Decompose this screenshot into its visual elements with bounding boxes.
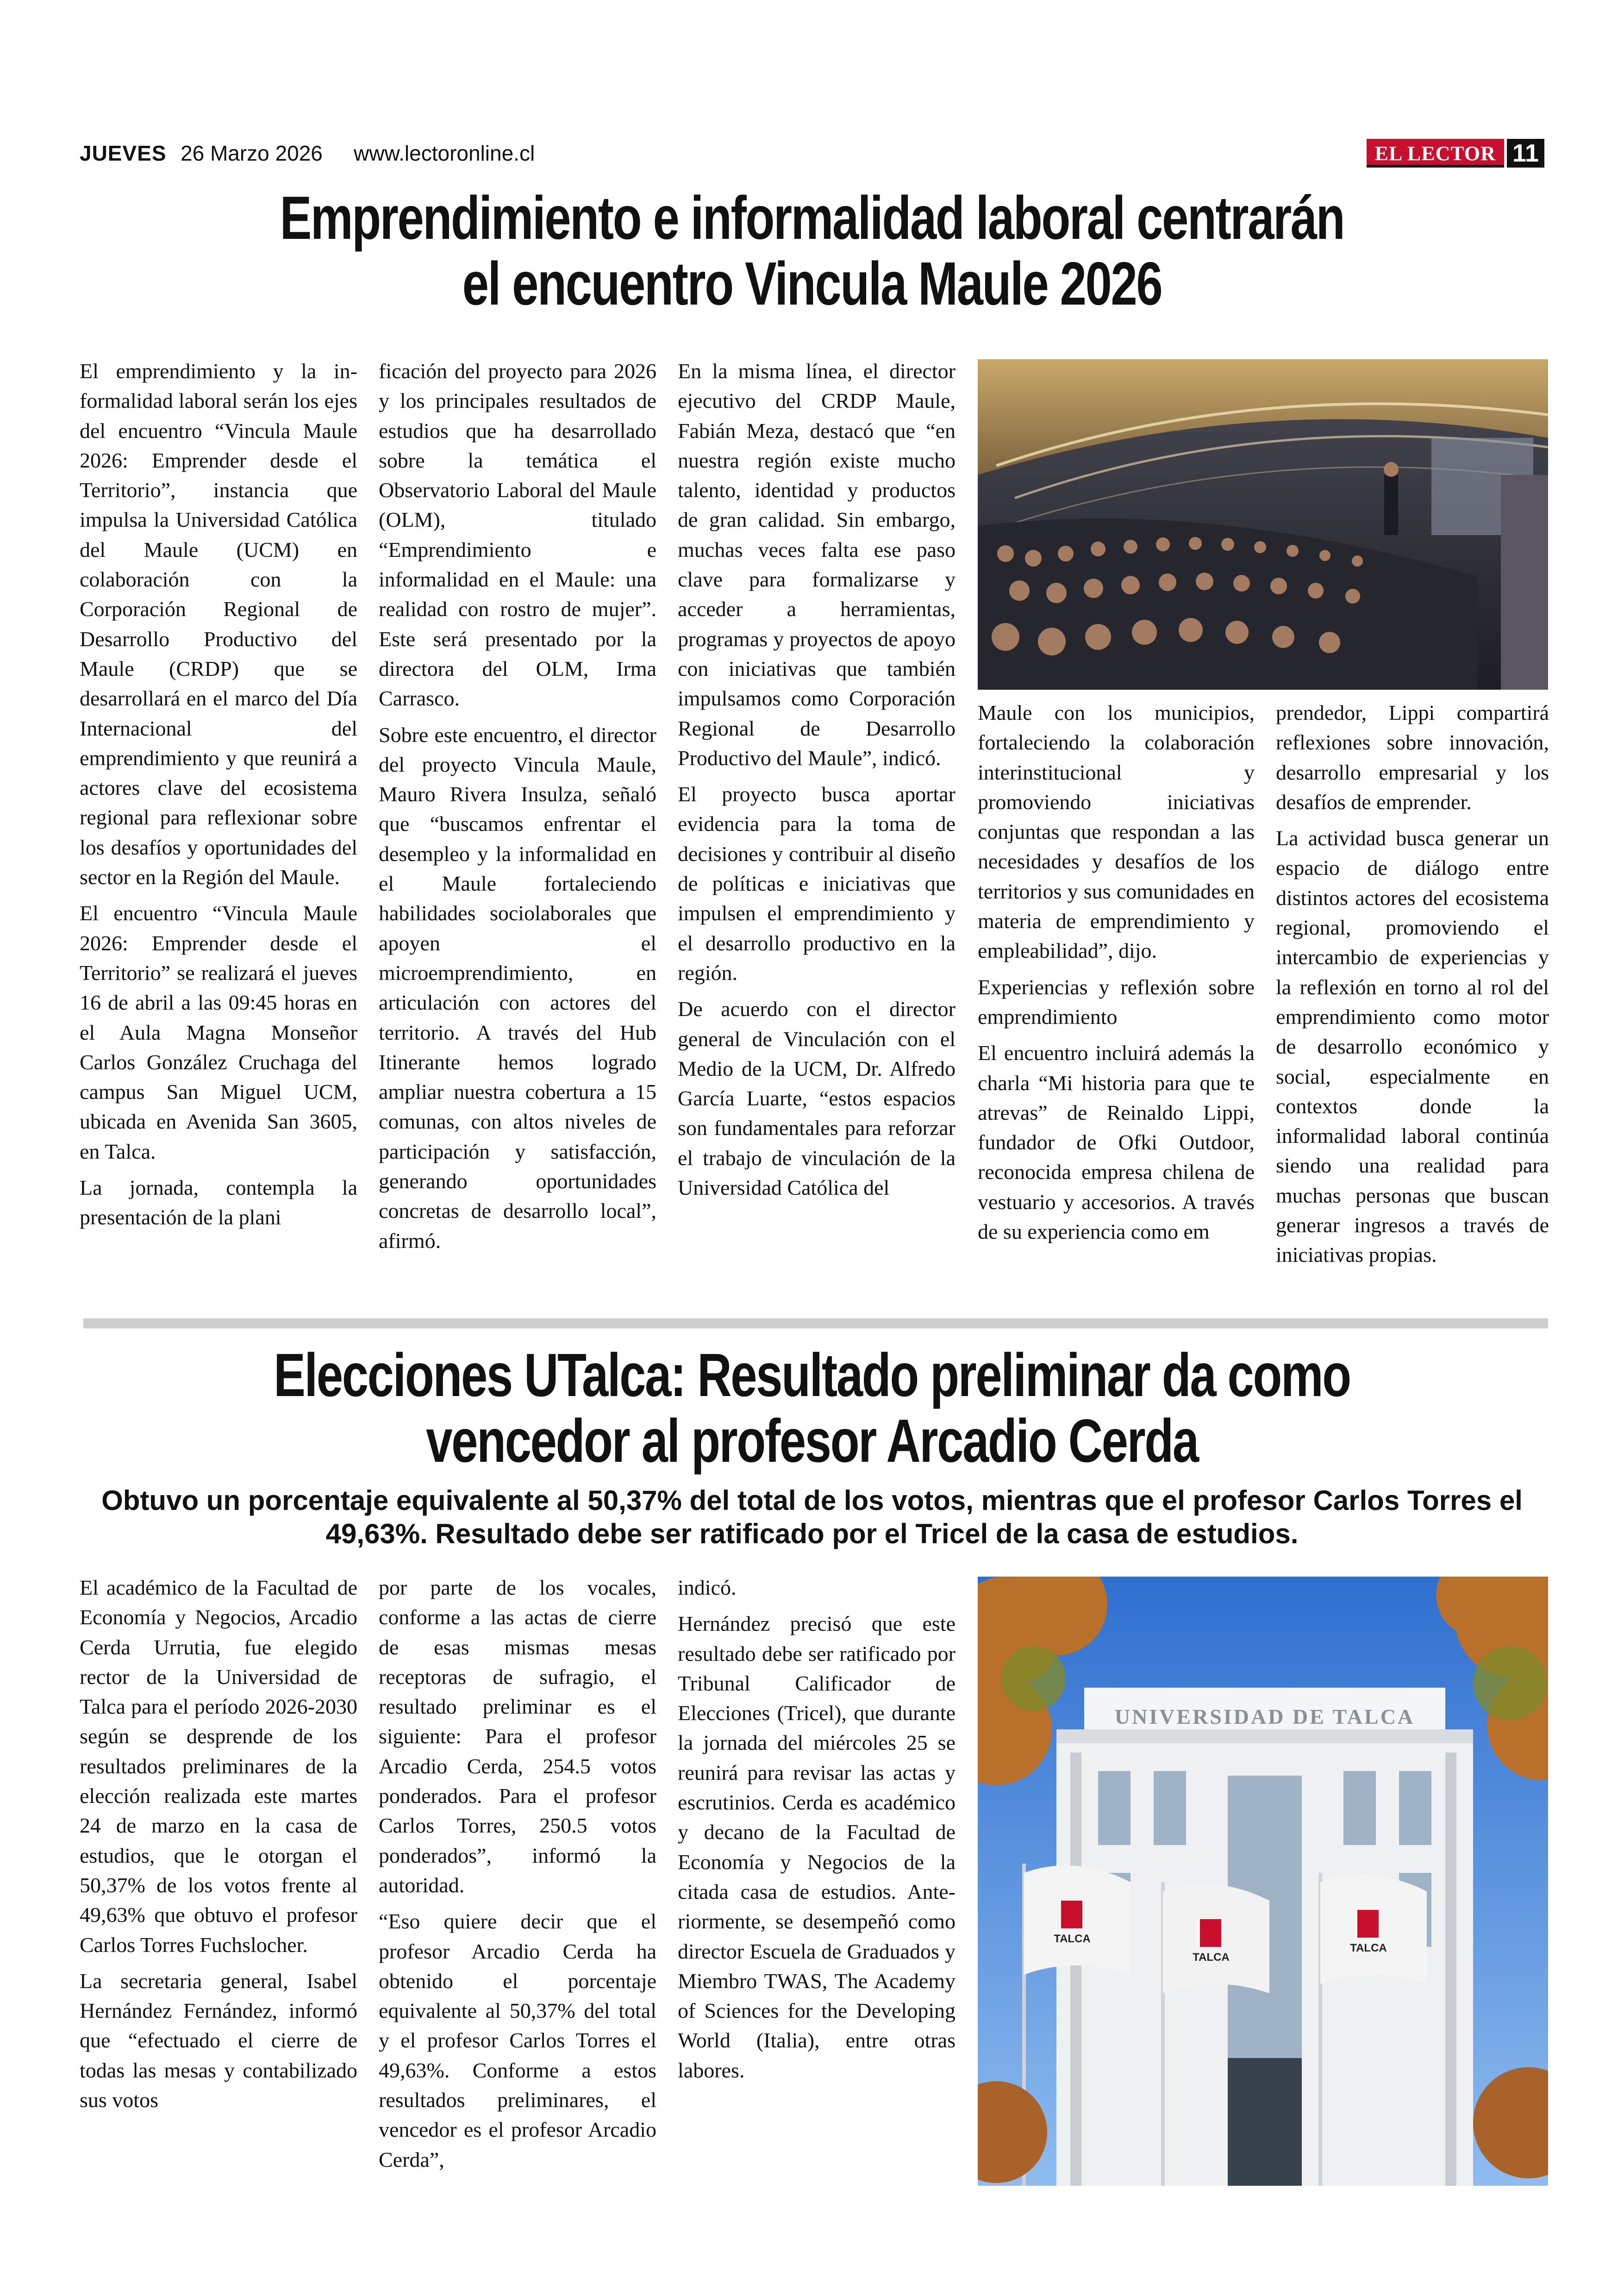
article1-headline-line2: el encuentro Vincula Maule 2026 xyxy=(462,249,1162,318)
article2-headline-line1: Elecciones UTalca: Resultado preliminar da como xyxy=(274,1341,1350,1409)
folio-date: 26 Marzo 2026 xyxy=(181,141,323,165)
article-divider xyxy=(83,1318,1548,1328)
article2-headline-line2: vencedor al profesor Arcadio Cerda xyxy=(426,1407,1198,1475)
folio-day: JUEVES xyxy=(80,141,167,165)
article1-column-1 xyxy=(80,356,357,1239)
paragraph: El proyecto busca aportar evidencia para la toma de decisiones y contribuir al diseño de políticas e iniciativas que impulsen el emprendimiento y el desarrollo productivo en la región. xyxy=(678,782,956,985)
paragraph: “Eso quiere decir que el profesor Arcadio Cerda ha obtenido el porcentaje equivalente al 50,37% del total y el profesor Carlos Torres el 49,63%. Conforme a estos resultados preliminares, el vencedor es el profesor Arcadio Cerda”, xyxy=(379,1909,656,2171)
flag-text-3: TALCA xyxy=(1350,1942,1387,1954)
university-photo-illustration xyxy=(978,1577,1548,2186)
paragraph: El académico de la Facultad de Economía y Negocios, Arcadio Cerda Urrutia, fue elegido rector de la Universidad de Talca para el período 2026-2030 según se desprende de los resultados preliminares de la elección realizada este martes 24 de marzo en la casa de estudios, que le otorgan el 50,37% de los votos frente al 49,63% que obtuvo el profesor Carlos Torres Fuchslocher. xyxy=(80,1576,357,1957)
paragraph: De acuerdo con el director general de Vinculación con el Medio de la UCM, Dr. Alfredo García Luarte, “estos espacios son fundamentales para reforzar el trabajo de vinculación de la Universidad Católica del xyxy=(678,997,956,1200)
flag-text-2: TALCA xyxy=(1193,1951,1230,1964)
paragraph: En la misma línea, el director ejecutivo del CRDP Maule, Fabián Meza, destacó que “en nuestra región existe mucho talento, identidad y productos de gran calidad. Sin embargo, muchas veces falta ese paso clave para formalizarse y acceder a herramientas, programas y proyectos de apoyo con iniciativas que también impulsamos como Corporación Regional de Desarrollo Productivo del Maule”, indicó. xyxy=(678,359,956,770)
paragraph: La secretaria general, Isabel Hernández Fernández, informó que “efectuado el cierre de todas las mesas y contabilizado sus votos xyxy=(80,1969,357,2112)
paragraph: por parte de los vocales, conforme a las actas de cierre de esas mismas mesas receptoras de sufragio, el resultado preliminar es el siguiente: Para el profesor Arcadio Cerda, 254.5 votos ponderados. Para el profesor Carlos Torres, 250.5 votos ponderados”, informó la autoridad. xyxy=(379,1576,656,1897)
university-building-photo xyxy=(978,1577,1548,2186)
paragraph: prendedor, Lippi compartirá reflexiones sobre innovación, desarrollo empresarial y los desafíos de emprender. xyxy=(1276,701,1549,814)
conference-audience-photo xyxy=(978,359,1548,690)
paragraph: El encuentro incluirá además la charla “Mi historia para que te atrevas” de Reinaldo Lippi, fundador de Ofki Outdoor, reconocida empresa chilena de vestuario y accesorios. A través de su experiencia como em xyxy=(978,1041,1255,1244)
folio-url: www.lectoronline.cl xyxy=(354,141,535,165)
paragraph: La actividad busca generar un espacio de diálogo entre distintos actores del ecosistema regional, promoviendo el intercambio de experiencias y la reflexión en torno al rol del emprendimiento como motor de desarrollo económico y social, especialmente en contextos donde la informalidad laboral continúa siendo una realidad para muchas personas que buscan generar ingresos a través de iniciativas propias. xyxy=(1276,826,1549,1267)
article1-column-5 xyxy=(1276,698,1549,1277)
paragraph: El encuentro “Vincula Maule 2026: Emprender desde el Territorio” se realizará el jueves 16 de abril a las 09:45 horas en el Aula Magna Monseñor Carlos González Cruchaga del campus San Miguel UCM, ubicada en Avenida San 3605, en Talca. xyxy=(80,901,357,1163)
article2-headline xyxy=(241,1342,1383,1474)
paragraph: El emprendimiento y la informalidad laboral serán los ejes del encuentro “Vincula Maule 2026: Emprender desde el Territorio”, instancia que impulsa la Universidad Católica del Maule (UCM) en colaboración con la Corporación Regional de Desarrollo Productivo del Maule (CRDP) que se desarrollará en el marco del Día Internacional del emprendimiento y que reunirá a actores clave del ecosistema regional para reflexionar sobre los desafíos y oportunidades del sector en la Región del Maule. xyxy=(80,359,357,889)
article1-column-3 xyxy=(678,356,956,1209)
page-number: 11 xyxy=(1507,139,1544,168)
article2-column-3 xyxy=(678,1573,956,2092)
newspaper-brand xyxy=(1367,139,1544,168)
paragraph: La jornada, contempla la presentación de la plani xyxy=(80,1176,357,1229)
paragraph: Sobre este encuentro, el director del proyecto Vincula Maule, Mauro Rivera Insulza, señaló que “buscamos enfrentar el desempleo y la informalidad en el Maule fortaleciendo habilidades sociolaborales que apoyen el microemprendimiento, en articulación con actores del territorio. A través del Hub Itinerante hemos logrado ampliar nuestra cobertura a 15 comunas, con altos niveles de participación y satisfacción, generando oportunidades concretas de desarrollo local”, afirmó. xyxy=(379,723,656,1253)
section-subtitle: Experiencias y reflexión sobre emprendimiento xyxy=(978,975,1255,1029)
flag-text-1: TALCA xyxy=(1054,1933,1091,1945)
brand-logo: EL LECTOR xyxy=(1367,139,1504,168)
article1-column-4 xyxy=(978,698,1255,1253)
article2-column-2 xyxy=(379,1573,656,2181)
paragraph: Hernández precisó que este resultado debe ser ratificado por Tribunal Calificador de Elecciones (Tricel), que durante la jornada del miércoles 25 se reunirá para revisar las actas y escrutinios. Cerda es académico y decano de la Facultad de Economía y Negocios de la citada casa de estudios. Anteriormente, se desempeñó como director Escuela de Graduados y Miembro TWAS, The Academy of Sciences for the Developing World (Italia), entre otras labores. xyxy=(678,1612,956,2082)
folio-bar xyxy=(80,139,1544,168)
conference-photo-illustration xyxy=(978,359,1548,690)
paragraph: indicó. xyxy=(678,1576,737,1599)
paragraph: Maule con los municipios, fortaleciendo la colaboración interinstitucional y promoviendo iniciativas conjuntas que respondan a las necesidades y desafíos de los territorios y sus comunidades en materia de emprendimiento y empleabilidad”, dijo. xyxy=(978,701,1255,963)
building-sign: UNIVERSIDAD DE TALCA xyxy=(1114,1705,1415,1728)
article1-headline-line1: Emprendimiento e informalidad laboral centrarán xyxy=(280,184,1344,252)
article1-column-2 xyxy=(379,356,656,1262)
paragraph: ficación del proyecto para 2026 y los principales resultados de estudios que ha desarrollado sobre la temática el Observatorio Laboral del Maule (OLM), titulado “Emprendimiento e informalidad en el Maule: una realidad con rostro de mujer”. Este será presentado por la directora del OLM, Irma Carrasco. xyxy=(379,359,656,711)
article2-subhead: Obtuvo un porcentaje equivalente al 50,37% del total de los votos, mientras que el profesor Carlos Torres el 49,63%. Resultado debe ser ratificado por el Tricel de la casa de estudios. xyxy=(101,1485,1523,1549)
article2-column-1 xyxy=(80,1573,357,2121)
article1-headline xyxy=(241,185,1383,317)
